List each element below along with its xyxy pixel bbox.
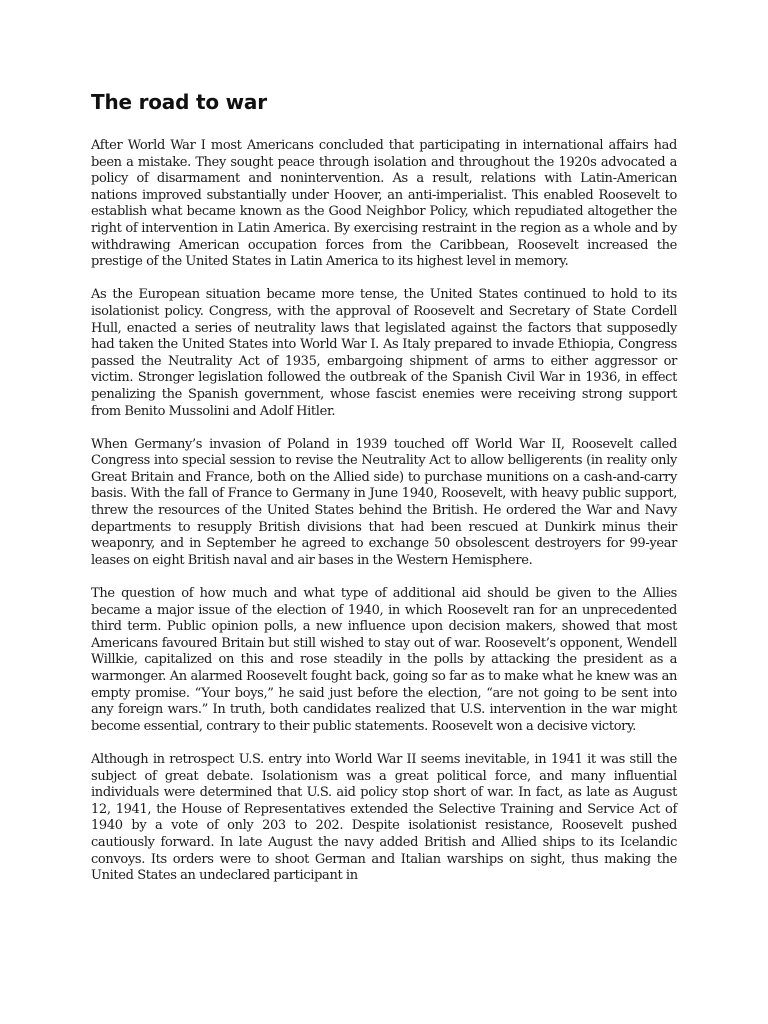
paragraph-2: As the European situation became more tense, the United States continued to hold to its isolationist policy. Congress, with the approval of Roosevelt and Secretary of State Cordell Hull, enacted a series of neutrality laws that legislated against the factors that supposedly had taken the United States into World War I. As Italy prepared to invade Ethiopia, Congress passed the Neutrality Act of 1935, embargoing shipment of arms to either aggressor or victim. Stronger legislation followed the outbreak of the Spanish Civil War in 1936, in effect penalizing the Spanish government, whose fascist enemies were receiving strong support from Benito Mussolini and Adolf Hitler.	[91, 287, 677, 419]
paragraph-1: After World War I most Americans concluded that participating in international affairs had been a mistake. They sought peace through isolation and throughout the 1920s advocated a policy of disarmament and nonintervention. As a result, relations with Latin-American nations improved substantially under Hoover, an anti-imperialist. This enabled Roosevelt to establish what became known as the Good Neighbor Policy, which repudiated altogether the right of intervention in Latin America. By exercising restraint in the region as a whole and by withdrawing American occupation forces from the Caribbean, Roosevelt increased the prestige of the United States in Latin America to its highest level in memory.	[91, 138, 677, 270]
paragraph-4: The question of how much and what type of additional aid should be given to the Allies became a major issue of the election of 1940, in which Roosevelt ran for an unprecedented third term. Public opinion polls, a new influence upon decision makers, showed that most Americans favoured Britain but still wished to stay out of war. Roosevelt’s opponent, Wendell Willkie, capitalized on this and rose steadily in the polls by attacking the president as a warmonger. An alarmed Roosevelt fought back, going so far as to make what he knew was an empty promise. “Your boys,” he said just before the election, “are not going to be sent into any foreign wars.” In truth, both candidates realized that U.S. intervention in the war might become essential, contrary to their public statements. Roosevelt won a decisive victory.	[91, 586, 677, 734]
paragraph-5: Although in retrospect U.S. entry into World War II seems inevitable, in 1941 it was still the subject of great debate. Isolationism was a great political force, and many influential individuals were determined that U.S. aid policy stop short of war. In fact, as late as August 12, 1941, the House of Representatives extended the Selective Training and Service Act of 1940 by a vote of only 203 to 202. Despite isolationist resistance, Roosevelt pushed cautiously forward. In late August the navy added British and Allied ships to its Icelandic convoys. Its orders were to shoot German and Italian warships on sight, thus making the United States an undeclared participant in	[91, 751, 677, 884]
document-page	[91, 88, 677, 901]
paragraph-3: When Germany’s invasion of Poland in 1939 touched off World War II, Roosevelt called Congress into special session to revise the Neutrality Act to allow belligerents (in reality only Great Britain and France, both on the Allied side) to purchase munitions on a cash-and-carry basis. With the fall of France to Germany in June 1940, Roosevelt, with heavy public support, threw the resources of the United States behind the British. He ordered the War and Navy departments to resupply British divisions that had been rescued at Dunkirk minus their weaponry, and in September he agreed to exchange 50 obsolescent destroyers for 99-year leases on eight British naval and air bases in the Western Hemisphere.	[91, 436, 677, 568]
page-title: The road to war	[91, 90, 267, 114]
